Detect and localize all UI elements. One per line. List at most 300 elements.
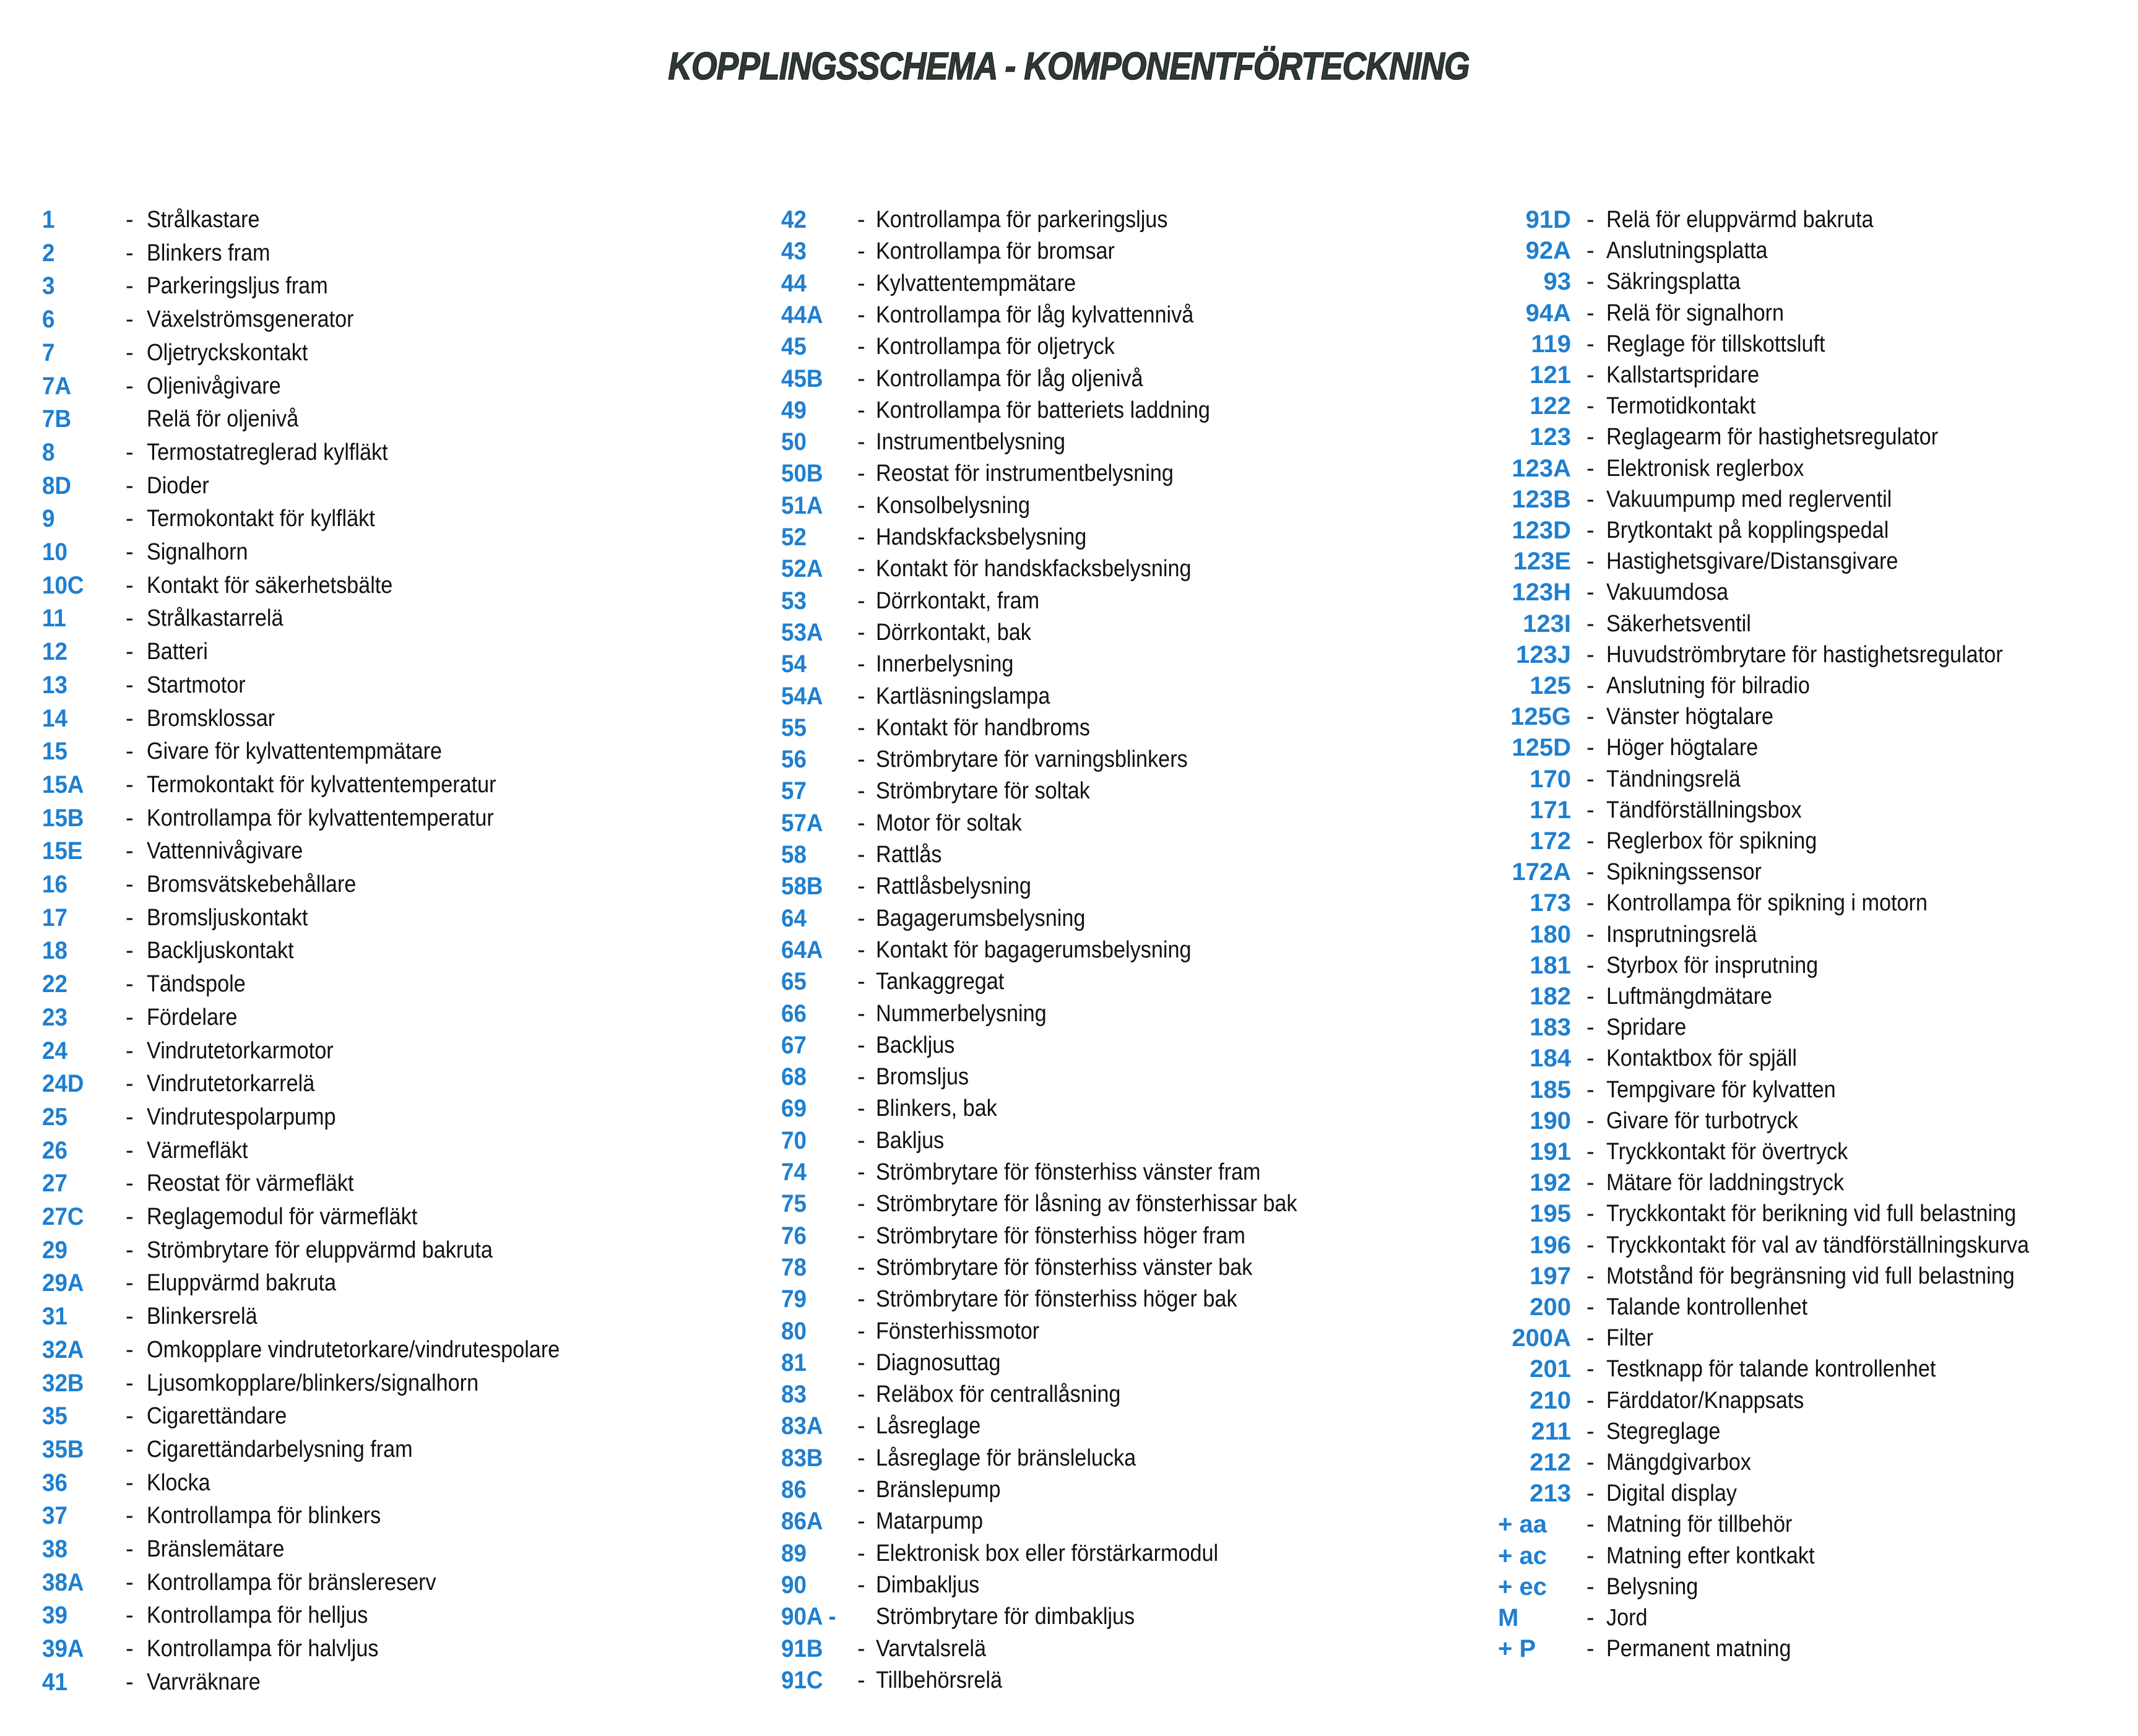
component-description: Nummerbelysning [876,1000,1047,1027]
component-dash: - [1586,1263,1595,1289]
component-code: 39 [42,1602,67,1630]
component-code: 51A [781,491,823,519]
component-dash: - [126,971,134,998]
component-description: Diagnosuttag [876,1349,1001,1376]
component-dash: - [126,672,134,698]
component-dash: - [126,1037,134,1064]
component-code: 15B [42,804,84,832]
component-dash: - [126,1170,134,1197]
component-description: Luftmängdmätare [1606,983,1773,1009]
component-dash: - [126,1336,134,1363]
component-code: 181 [1530,951,1571,979]
component-description: Kontrollampa för kylvattentemperatur [147,805,494,831]
component-dash: - [126,1204,134,1230]
component-dash: - [1586,1480,1595,1507]
component-dash: - [857,1286,865,1313]
component-description: Vakuumdosa [1606,579,1729,606]
component-code: 123B [1512,485,1571,513]
component-code: 213 [1530,1480,1571,1508]
component-dash: - [857,365,865,392]
component-description: Motstånd för begränsning vid full belastning [1606,1263,2015,1289]
component-description: Spridare [1606,1014,1687,1041]
component-code: 70 [781,1126,807,1154]
component-description: Brytkontakt på kopplingspedal [1606,517,1889,543]
component-description: Reglagemodul för värmefläkt [147,1204,418,1230]
component-code: 15A [42,771,84,798]
component-code: 210 [1530,1386,1571,1414]
component-code: 44 [781,269,807,297]
component-code: 24 [42,1037,67,1064]
component-code: 66 [781,1000,807,1027]
component-dash: - [126,1636,134,1662]
component-code: 57 [781,777,807,805]
component-description: Innerbelysning [876,651,1014,678]
component-code: 41 [42,1668,67,1696]
component-dash: - [126,373,134,399]
component-dash: - [126,1237,134,1263]
component-description: Kontakt för säkerhetsbälte [147,572,393,598]
component-description: Varvräknare [147,1669,261,1695]
component-dash: - [126,1303,134,1330]
component-description: Blinkers, bak [876,1095,997,1122]
component-description: Bränslepump [876,1477,1001,1503]
component-description: Kartläsningslampa [876,683,1050,709]
component-dash: - [126,472,134,499]
component-dash: - [126,938,134,964]
component-code: + ec [1498,1573,1547,1600]
component-code: 36 [42,1469,67,1496]
component-code: 54 [781,650,807,678]
component-code: 55 [781,714,807,741]
component-dash: - [126,1004,134,1030]
component-code: 57A [781,809,823,837]
component-dash: - [126,1669,134,1695]
component-description: Bromsljus [876,1064,969,1090]
component-description: Strömbrytare för fönsterhiss vänster fram [876,1159,1261,1185]
component-description: Varvtalsrelä [876,1635,987,1662]
component-description: Tempgivare för kylvatten [1606,1076,1836,1103]
component-dash: - [857,1540,865,1566]
component-code: 26 [42,1136,67,1164]
component-code: 56 [781,746,807,774]
component-dash: - [1586,766,1595,792]
component-description: Blinkers fram [147,240,270,266]
component-code: 38 [42,1535,67,1563]
component-dash: - [1586,1325,1595,1352]
component-code: 35B [42,1435,84,1463]
component-code: 125 [1530,672,1571,699]
component-dash: - [857,524,865,550]
component-dash: - [857,873,865,900]
component-code: 64A [781,936,823,964]
component-dash: - [857,651,865,678]
component-code: 200 [1530,1293,1571,1321]
component-code: 91D [1525,206,1571,233]
component-description: Kontakt för bagagerumsbelysning [876,936,1192,963]
component-description: Tillbehörsrelä [876,1667,1003,1693]
component-description: Belysning [1606,1573,1699,1600]
component-description: Fönsterhissmotor [876,1318,1040,1344]
component-code: 191 [1530,1138,1571,1165]
component-dash: - [1586,735,1595,761]
component-code: 43 [781,238,807,266]
component-description: Styrbox för insprutning [1606,952,1819,978]
component-dash: - [857,207,865,233]
component-dash: - [126,273,134,300]
component-description: Höger högtalare [1606,735,1759,761]
component-dash: - [126,539,134,565]
component-dash: - [1586,548,1595,575]
component-code: 170 [1530,765,1571,793]
component-description: Batteri [147,639,208,665]
component-dash: - [126,639,134,665]
component-code: 90A - [781,1603,836,1631]
component-description: Ljusomkopplare/blinkers/signalhorn [147,1370,479,1396]
component-description: Termotidkontakt [1606,393,1756,420]
component-dash: - [857,1381,865,1408]
component-code: 75 [781,1190,807,1218]
component-code: 78 [781,1253,807,1281]
component-dash: - [857,683,865,709]
component-description: Strömbrytare för eluppvärmd bakruta [147,1237,493,1263]
page-title [0,45,2138,89]
component-dash: - [1586,269,1595,295]
component-dash: - [857,969,865,995]
component-description: Reostat för instrumentbelysning [876,460,1174,487]
component-dash: - [126,1103,134,1130]
component-code: 91C [781,1666,823,1694]
component-code: 91B [781,1635,823,1662]
component-dash: - [857,1571,865,1598]
component-code: 29A [42,1269,84,1297]
component-description: Handskfacksbelysning [876,524,1087,550]
component-code: 8 [42,438,55,466]
component-code: 31 [42,1303,67,1331]
component-dash: - [1586,1573,1595,1600]
component-description: Vindrutetorkarrelä [147,1071,315,1097]
component-code: 184 [1530,1045,1571,1073]
component-dash: - [1586,1139,1595,1165]
component-code: 201 [1530,1355,1571,1383]
component-code: 74 [781,1159,807,1186]
component-code: 32B [42,1369,84,1397]
component-description: Talande kontrollenhet [1606,1294,1808,1320]
component-dash: - [1586,424,1595,451]
component-code: 23 [42,1003,67,1031]
component-code: 200A [1512,1324,1571,1352]
component-dash: - [1586,921,1595,948]
component-code: 195 [1530,1200,1571,1228]
component-description: Reglage för tillskottsluft [1606,330,1825,357]
component-code: 79 [781,1285,807,1313]
component-dash: - [857,746,865,773]
component-code: 173 [1530,889,1571,917]
component-dash: - [857,429,865,456]
component-code: 92A [1525,237,1571,265]
component-description: Hastighetsgivare/Distansgivare [1606,548,1898,575]
component-description: Eluppvärmd bakruta [147,1270,337,1297]
component-dash: - [1586,1107,1595,1134]
component-description: Rattlåsbelysning [876,873,1031,900]
component-dash: - [126,1569,134,1596]
component-dash: - [126,1469,134,1496]
component-dash: - [857,270,865,296]
component-description: Dioder [147,472,209,499]
component-description: Färddator/Knappsats [1606,1387,1804,1414]
component-dash: - [857,1032,865,1058]
component-dash: - [857,1318,865,1344]
component-code: 83B [781,1444,823,1472]
component-dash: - [857,842,865,868]
component-code: 1 [42,206,55,233]
component-dash: - [1586,1605,1595,1631]
component-code: 53 [781,587,807,615]
component-code: 90 [781,1571,807,1599]
component-code: 9 [42,505,55,533]
component-description: Motor för soltak [876,810,1022,836]
component-dash: - [857,1191,865,1217]
component-code: 83A [781,1412,823,1440]
component-description: Givare för turbotryck [1606,1107,1798,1134]
component-description: Jord [1606,1605,1648,1631]
component-description: Strömbrytare för varningsblinkers [876,746,1188,773]
component-code: 3 [42,272,55,300]
component-description: Vänster högtalare [1606,704,1773,730]
component-description: Klocka [147,1469,210,1496]
component-description: Bromsljuskontakt [147,904,308,931]
component-dash: - [1586,362,1595,388]
component-description: Strömbrytare för soltak [876,778,1090,805]
component-description: Reostat för värmefläkt [147,1170,354,1197]
component-dash: - [1586,393,1595,420]
component-code: 52 [781,524,807,551]
component-description: Kontrollampa för batteriets laddning [876,397,1210,423]
component-description: Backljuskontakt [147,938,294,964]
component-description: Strömbrytare för fönsterhiss vänster bak [876,1254,1253,1280]
component-code: 185 [1530,1076,1571,1103]
component-description: Kylvattentempmätare [876,270,1076,296]
component-dash: - [1586,1418,1595,1445]
component-description: Mätare för laddningstryck [1606,1170,1844,1196]
component-code: 7A [42,372,72,400]
component-code: 123H [1512,579,1571,607]
component-dash: - [1586,610,1595,637]
component-code: 7B [42,405,72,433]
component-dash: - [1586,1076,1595,1103]
component-code: 125D [1512,734,1571,762]
component-description: Spikningssensor [1606,859,1762,886]
component-code: 190 [1530,1107,1571,1134]
component-description: Rattlås [876,842,942,868]
component-description: Matning efter kontkakt [1606,1542,1815,1569]
component-dash: - [1586,1201,1595,1227]
component-dash: - [126,904,134,931]
component-dash: - [126,1137,134,1164]
component-description: Strömbrytare för låsning av fönsterhissar bak [876,1191,1297,1217]
component-description: Oljetryckskontakt [147,339,308,366]
component-description: Kontrollampa för bränslereserv [147,1569,436,1596]
component-code: 50 [781,428,807,456]
component-dash: - [126,1403,134,1430]
component-description: Kontrollampa för låg kylvattennivå [876,301,1194,328]
component-code: 80 [781,1317,807,1345]
component-code: 123I [1523,610,1571,637]
component-dash: - [1586,330,1595,357]
component-code: 27 [42,1170,67,1198]
component-description: Instrumentbelysning [876,429,1066,456]
component-dash: - [857,778,865,805]
component-description: Kallstartspridare [1606,362,1760,388]
component-description: Testknapp för talande kontrollenhet [1606,1356,1936,1383]
component-description: Blinkersrelä [147,1303,258,1330]
component-dash: - [857,936,865,963]
component-description: Tändningsrelä [1606,766,1741,792]
component-description: Signalhorn [147,539,248,565]
component-code: 192 [1530,1169,1571,1197]
component-description: Oljenivågivare [147,373,281,399]
component-description: Reläbox för centrallåsning [876,1381,1121,1408]
component-code: 22 [42,970,67,998]
component-dash: - [1586,517,1595,543]
component-description: Växelströmsgenerator [147,306,354,333]
component-code: 15E [42,837,83,865]
component-description: Strömbrytare för dimbakljus [876,1604,1135,1630]
component-description: Värmefläkt [147,1137,248,1164]
component-description: Bränslemätare [147,1536,285,1562]
component-code: 12 [42,638,67,666]
component-description: Kontaktbox för spjäll [1606,1045,1797,1072]
component-dash: - [1586,704,1595,730]
component-dash: - [126,738,134,765]
component-dash: - [126,240,134,266]
component-dash: - [1586,1511,1595,1538]
component-description: Bromsvätskebehållare [147,871,357,897]
component-dash: - [1586,983,1595,1009]
component-code: 121 [1530,361,1571,389]
component-code: 123 [1530,423,1571,451]
component-dash: - [857,397,865,423]
component-code: 83 [781,1381,807,1409]
component-code: 10 [42,538,67,566]
component-dash: - [857,301,865,328]
component-description: Tändförställningsbox [1606,797,1802,823]
component-dash: - [857,1000,865,1027]
component-description: Dimbakljus [876,1571,980,1598]
component-description: Låsreglage för bränslelucka [876,1445,1136,1471]
component-code: 14 [42,704,67,732]
component-description: Dörrkontakt, fram [876,587,1040,614]
component-code: 25 [42,1103,67,1131]
page-title-text: KOPPLINGSSCHEMA - KOMPONENTFÖRTECKNING [668,45,1470,88]
component-code: 65 [781,968,807,996]
component-description: Huvudströmbrytare för hastighetsregulator [1606,641,2003,668]
component-description: Strålkastare [147,207,260,233]
component-description: Relä för oljenivå [147,406,299,433]
component-dash: - [126,1602,134,1629]
component-dash: - [126,439,134,465]
component-description: Omkopplare vindrutetorkare/vindrutespolare [147,1336,560,1363]
component-description: Dörrkontakt, bak [876,619,1031,646]
component-description: Kontrollampa för parkeringsljus [876,207,1168,233]
component-description: Filter [1606,1325,1654,1352]
component-code: 86 [781,1476,807,1503]
component-dash: - [1586,859,1595,886]
component-description: Bakljus [876,1127,945,1154]
component-description: Elektronisk box eller förstärkarmodul [876,1540,1219,1566]
component-dash: - [857,587,865,614]
component-dash: - [1586,952,1595,978]
component-code: 172A [1512,858,1571,886]
component-code: 7 [42,339,55,366]
component-code: 17 [42,904,67,931]
component-dash: - [1586,1356,1595,1383]
component-dash: - [126,572,134,598]
component-description: Relä för eluppvärmd bakruta [1606,207,1874,233]
component-code: 38A [42,1568,84,1596]
component-description: Tankaggregat [876,969,1005,995]
component-code: 196 [1530,1231,1571,1259]
component-code: 32A [42,1336,84,1363]
component-description: Strömbrytare för fönsterhiss höger fram [876,1222,1245,1249]
component-dash: - [857,1413,865,1440]
component-code: 35 [42,1402,67,1430]
component-dash: - [1586,579,1595,606]
component-code: 13 [42,671,67,699]
component-code: 171 [1530,796,1571,824]
component-code: 183 [1530,1014,1571,1042]
component-code: 52A [781,555,823,583]
component-code: 50B [781,460,823,488]
component-description: Kontrollampa för blinkers [147,1503,381,1529]
component-dash: - [857,1635,865,1662]
component-description: Termokontakt för kylvattentemperatur [147,771,496,798]
component-code: 54A [781,682,823,710]
component-code: 44A [781,301,823,329]
component-dash: - [857,1064,865,1090]
component-code: 16 [42,871,67,898]
component-code: 68 [781,1063,807,1091]
component-code: + ac [1498,1542,1547,1570]
component-dash: - [126,1503,134,1529]
component-dash: - [1586,1232,1595,1258]
component-code: 182 [1530,983,1571,1010]
component-description: Anslutningsplatta [1606,238,1768,264]
component-code: 76 [781,1222,807,1250]
component-dash: - [1586,1636,1595,1662]
component-code: 123E [1513,548,1571,576]
component-description: Relä för signalhorn [1606,300,1785,326]
component-code: + P [1498,1635,1536,1663]
component-dash: - [1586,1387,1595,1414]
component-dash: - [1586,1294,1595,1320]
component-code: 29 [42,1236,67,1264]
component-dash: - [857,1508,865,1535]
component-code: 123D [1512,517,1571,544]
component-description: Tryckkontakt för övertryck [1606,1139,1848,1165]
component-description: Kontrollampa för spikning i motorn [1606,890,1928,917]
component-dash: - [126,1436,134,1462]
component-dash: - [1586,1449,1595,1475]
component-description: Kontrollampa för halvljus [147,1636,379,1662]
component-code: 45 [781,333,807,361]
component-description: Strålkastarrelä [147,605,283,632]
component-description: Elektronisk reglerbox [1606,455,1804,482]
component-code: 94A [1525,299,1571,327]
component-code: 11 [42,605,66,633]
component-description: Givare för kylvattentempmätare [147,738,443,765]
component-dash: - [126,705,134,732]
component-dash: - [857,1667,865,1693]
